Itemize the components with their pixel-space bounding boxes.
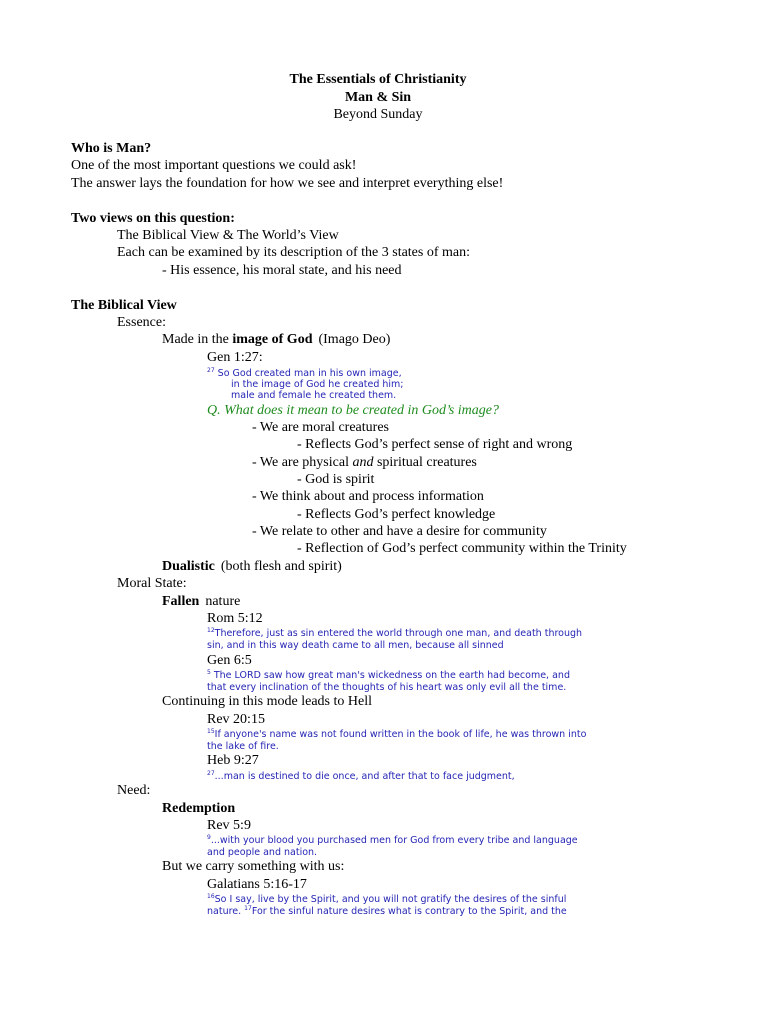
heading-who-is-man: Who is Man?	[71, 141, 152, 156]
image-of-god-term: image of God	[232, 332, 313, 347]
two-views-line-3: - His essence, his moral state, and his need	[162, 263, 402, 278]
heading-two-views: Two views on this question:	[71, 211, 235, 226]
point-relate-detail: - Reflection of God’s perfect community within the Trinity	[297, 541, 627, 556]
redemption-term: Redemption	[162, 801, 236, 816]
galatians-verse-line-2: nature. $^{17}$For the sinful nature desires what is contrary to the Spirit, and the	[207, 905, 567, 917]
need-label: Need:	[117, 783, 151, 798]
point-moral: - We are moral creatures	[252, 420, 389, 435]
gen-1-27-verse-line-3: male and female he created them.	[231, 390, 397, 401]
fallen-term: Fallen	[162, 594, 200, 609]
rev-20-15-verse-line-1: $^{15}$If anyone's name was not found written in the book of life, he was thrown into	[207, 728, 587, 740]
heb-9-27-ref: Heb 9:27	[207, 753, 259, 768]
who-line-1: One of the most important questions we could ask!	[71, 158, 357, 173]
galatians-ref: Galatians 5:16-17	[207, 877, 307, 892]
made-in-image-line: Made in the image of God (Imago Deo)	[162, 332, 391, 347]
moral-state-label: Moral State:	[117, 576, 187, 591]
question-gods-image: Q. What does it mean to be created in God’s image?	[207, 403, 500, 418]
gen-6-5-ref: Gen 6:5	[207, 653, 252, 668]
rev-20-15-ref: Rev 20:15	[207, 712, 265, 727]
rev-20-15-verse-line-2: the lake of fire.	[207, 741, 279, 752]
galatians-verse-line-1: $^{16}$So I say, live by the Spirit, and you will not gratify the desires of the sinful	[207, 893, 567, 905]
carry-line: But we carry something with us:	[162, 859, 345, 874]
heading-biblical-view: The Biblical View	[71, 298, 177, 313]
gen-6-5-verse-line-1: $^5$ The LORD saw how great man's wickedness on the earth had become, and	[207, 669, 570, 681]
point-think-detail: - Reflects God’s perfect knowledge	[297, 507, 496, 522]
dualistic-term: Dualistic	[162, 559, 215, 574]
point-relate: - We relate to other and have a desire for community	[252, 524, 547, 539]
point-moral-detail: - Reflects God’s perfect sense of right and wrong	[297, 437, 573, 452]
gen-6-5-verse-line-2: that every inclination of the thoughts of his heart was only evil all the time.	[207, 682, 567, 693]
two-views-line-1: The Biblical View & The World’s View	[117, 228, 339, 243]
gen-1-27-verse-line-1: $^{27}$ So God created man in his own image,	[207, 367, 402, 379]
rom-5-12-verse-line-2: sin, and in this way death came to all men, because all sinned	[207, 640, 504, 651]
rom-5-12-ref: Rom 5:12	[207, 611, 263, 626]
rev-5-9-verse-line-2: and people and nation.	[207, 847, 318, 858]
gen-1-27-ref: Gen 1:27:	[207, 350, 263, 365]
point-physical-detail: - God is spirit	[297, 472, 375, 487]
gen-1-27-verse-line-2: in the image of God he created him;	[231, 379, 404, 390]
rev-5-9-ref: Rev 5:9	[207, 818, 251, 833]
point-physical-spiritual: - We are physical and spiritual creatures	[252, 455, 477, 470]
document-title: The Essentials of Christianity	[289, 72, 467, 87]
rom-5-12-verse-line-1: $^{12}$Therefore, just as sin entered the world through one man, and death through	[207, 627, 583, 639]
dualistic-line: Dualistic (both flesh and spirit)	[162, 559, 342, 574]
series-name: Beyond Sunday	[333, 107, 423, 122]
essence-label: Essence:	[117, 315, 166, 330]
document-subtitle: Man & Sin	[344, 90, 412, 105]
heb-9-27-verse-line-1: $^{27}$...man is destined to die once, and after that to face judgment,	[207, 770, 515, 782]
two-views-line-2: Each can be examined by its description of the 3 states of man:	[117, 245, 471, 260]
rev-5-9-verse-line-1: $^9$...with your blood you purchased men for God from every tribe and language	[207, 834, 578, 846]
fallen-line: Fallen nature	[162, 594, 241, 609]
who-line-2: The answer lays the foundation for how we see and interpret everything else!	[71, 176, 504, 191]
continuing-line: Continuing in this mode leads to Hell	[162, 694, 372, 709]
point-think: - We think about and process information	[252, 489, 484, 504]
